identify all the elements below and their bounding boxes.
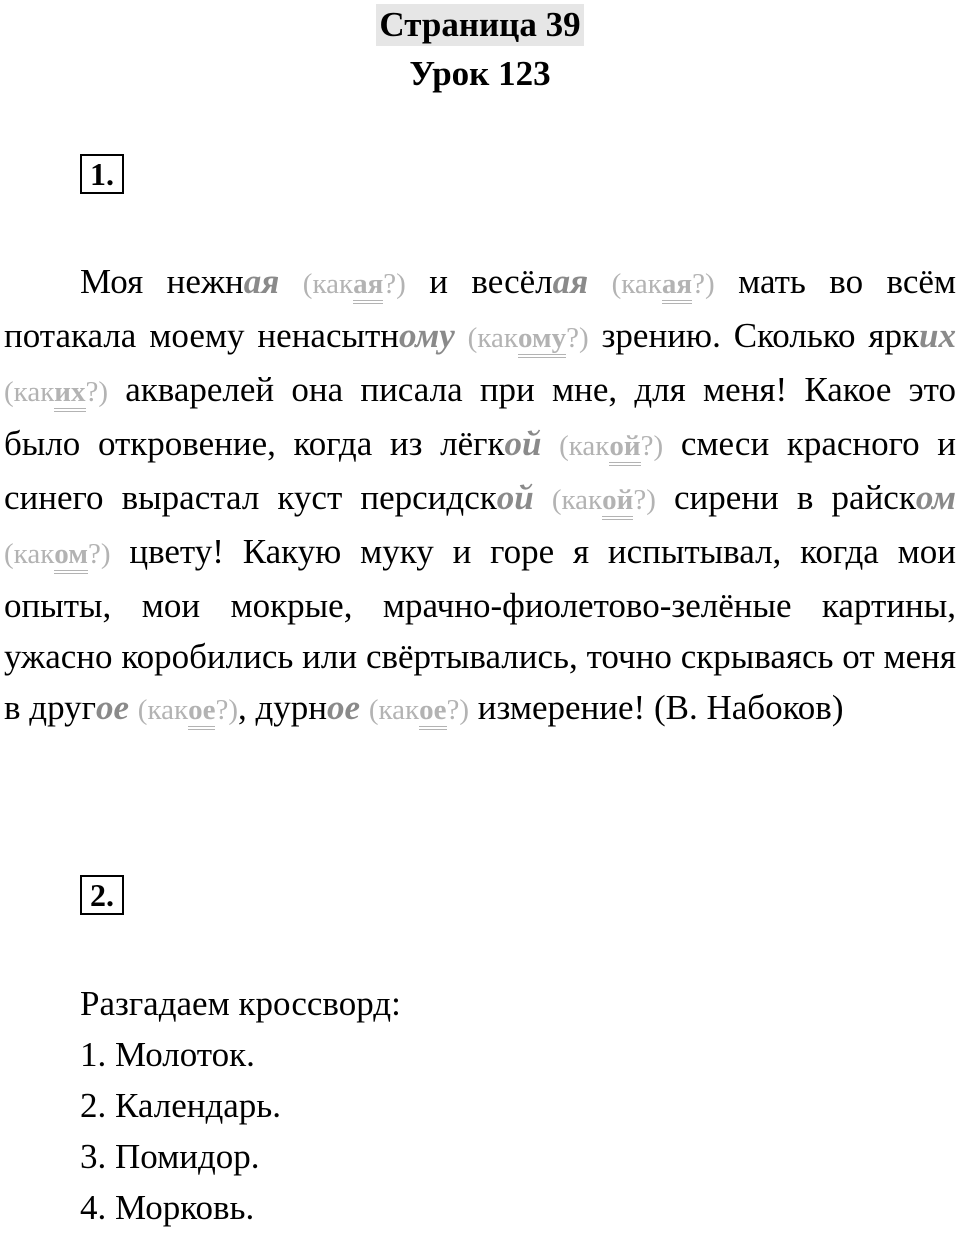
question-ending: их [54, 376, 85, 412]
question-stem: как [561, 484, 603, 516]
text-segment: цвету! Какую муку и горе я испытывал, когда мои опыты, мои мокрые, мрачно-фиолетово-зелёные картины, ужасно коробились или свёртывались, точно скрываясь от меня в друг [4, 532, 956, 727]
question-ending: ая [662, 268, 692, 304]
adjective-ending: ая [243, 262, 280, 301]
question-stem: как [621, 268, 662, 300]
text-segment [455, 316, 468, 355]
adjective-ending: ому [399, 316, 455, 355]
question-stem: как [477, 322, 518, 354]
text-segment: , дурн [237, 688, 328, 727]
question-hint: (какое?) [369, 694, 469, 730]
text-segment [541, 424, 559, 463]
page-title: Страница 39 [376, 4, 583, 46]
question-hint: (каком?) [4, 538, 111, 574]
question-hint: (какому?) [468, 322, 589, 358]
answer-item: 3. Помидор. [80, 1137, 260, 1176]
question-ending: ая [353, 268, 383, 304]
question-ending: ой [602, 484, 633, 520]
text-segment [588, 262, 611, 301]
question-stem: как [13, 376, 55, 408]
text-segment [129, 688, 138, 727]
question-hint: (какой?) [552, 484, 656, 520]
task-1-number: 1. [80, 154, 124, 194]
question-stem: как [378, 694, 420, 726]
question-stem: как [568, 430, 610, 462]
text-segment [360, 688, 369, 727]
text-segment: мать во всём потакала моему ненасытн [4, 262, 957, 355]
text-segment: сирени в райск [655, 478, 916, 517]
text-segment [279, 262, 302, 301]
question-hint: (какое?) [138, 694, 238, 730]
question-hint: (какой?) [559, 430, 663, 466]
task-2-intro: Разгадаем кроссворд: [80, 984, 401, 1023]
question-ending: ом [54, 538, 88, 574]
text-segment: смеси красного и синего вырастал куст персидск [4, 424, 957, 517]
question-stem: как [13, 538, 55, 570]
answer-item: 2. Календарь. [80, 1086, 282, 1125]
adjective-ending: ом [915, 478, 957, 517]
text-segment: измерение! (В. Набоков) [469, 688, 844, 727]
adjective-ending: их [919, 316, 956, 355]
text-segment [534, 478, 552, 517]
lesson-title: Урок 123 [409, 54, 551, 93]
question-stem: как [312, 268, 354, 300]
question-hint: (какая?) [612, 268, 715, 304]
question-hint: (какая?) [303, 268, 406, 304]
adjective-ending: ой [496, 478, 534, 517]
page-header [0, 4, 960, 96]
adjective-ending: ой [504, 424, 542, 463]
question-stem: как [147, 694, 189, 726]
text-segment: и весёл [405, 262, 553, 301]
text-segment: Моя нежн [80, 262, 244, 301]
question-hint: (каких?) [4, 376, 108, 412]
answer-item: 1. Молоток. [80, 1035, 255, 1074]
question-ending: ой [609, 430, 640, 466]
text-segment: зрению. Сколько ярк [588, 316, 920, 355]
adjective-ending: ое [327, 688, 361, 727]
adjective-ending: ая [552, 262, 589, 301]
adjective-ending: ое [95, 688, 130, 727]
question-ending: ому [518, 322, 566, 358]
question-ending: ое [188, 694, 215, 730]
task-2-content [80, 978, 401, 1233]
task-1-text [4, 256, 956, 736]
answer-item: 4. Морковь. [80, 1188, 255, 1227]
text-segment: акварелей она писала при мне, для меня! Какое это было откровение, когда из лёгк [4, 370, 956, 463]
question-ending: ое [419, 694, 446, 730]
task-2-number: 2. [80, 875, 124, 915]
